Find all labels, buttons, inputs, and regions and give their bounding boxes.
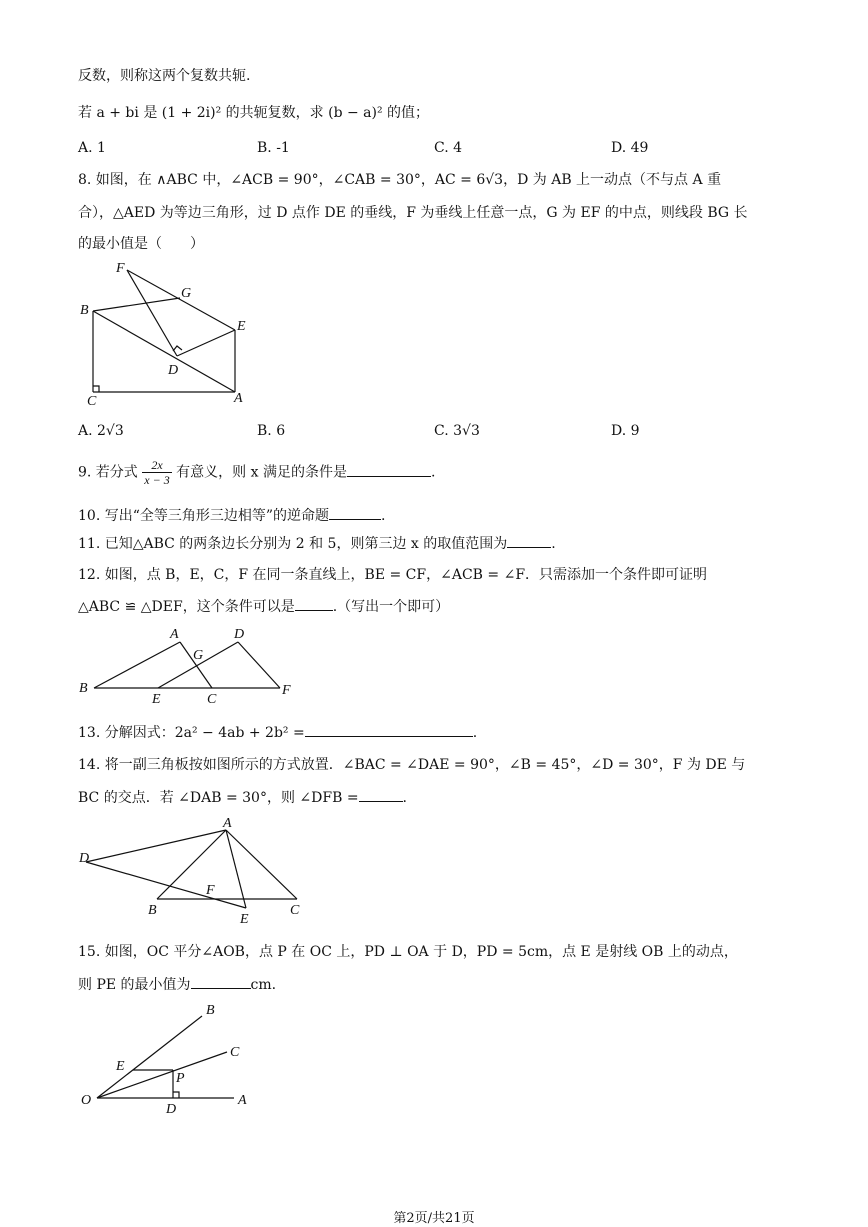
q12-label-f: F [282, 683, 291, 698]
q7-option-d: D. 49 [611, 140, 649, 156]
q8-right-angle-c [93, 386, 99, 392]
q15-text: 则 PE 的最小值为 [78, 977, 191, 993]
q15-label-o: O [81, 1093, 92, 1108]
q7-continuation: 反数，则称这两个复数共轭. [78, 68, 251, 84]
q8-label-e: E [237, 319, 246, 334]
q12-label-a: A [170, 627, 179, 642]
q12-text: △ABC ≌ △DEF，这个条件可以是 [78, 599, 295, 615]
q12-segment-ba [94, 642, 180, 688]
q9-line [78, 458, 435, 487]
q15-line2 [78, 974, 276, 995]
q7-option-b: B. -1 [257, 140, 290, 156]
q8-label-a: A [234, 391, 243, 406]
q14-answer-blank [359, 787, 403, 802]
q12-label-c: C [207, 692, 217, 707]
q11-line [78, 533, 556, 554]
q14-label-b: B [148, 903, 157, 918]
q10-text: 10. 写出“全等三角形三边相等”的逆命题 [78, 508, 330, 524]
q15-label-d: D [166, 1102, 177, 1117]
q14-label-e: E [240, 912, 249, 927]
q12-label-d: D [234, 627, 245, 642]
q12-end: .（写出一个即可） [332, 599, 450, 615]
q11-answer-blank [507, 533, 551, 548]
q7-option-c: C. 4 [434, 140, 463, 156]
q10-answer-blank [329, 505, 381, 520]
q12-line1: 12. 如图，点 B，E，C，F 在同一条直线上，BE = CF，∠ACB = ∠F．只需添加一个条件即可证明 [78, 567, 708, 583]
q13-line [78, 722, 477, 743]
q8-segment-ba [93, 311, 235, 392]
q8-option-b: B. 6 [257, 423, 286, 439]
q9-denominator: x − 3 [144, 473, 170, 487]
q15-ray-ob [97, 1016, 202, 1098]
q14-label-c: C [290, 903, 300, 918]
q14-label-f: F [206, 883, 215, 898]
q10-end: . [381, 508, 386, 524]
q13-end: . [472, 725, 478, 741]
q8-label-f: F [116, 261, 125, 276]
q9-prefix: 9. 若分式 [78, 464, 138, 481]
q8-segment-bg [93, 298, 180, 311]
q8-segment-fd [127, 270, 177, 356]
q8-label-d: D [168, 363, 179, 378]
q14-segment-ac [226, 830, 297, 899]
q15-label-c: C [230, 1045, 240, 1060]
q14-text: BC 的交点．若 ∠DAB = 30°，则 ∠DFB = [78, 790, 359, 806]
q15-label-a: A [238, 1093, 247, 1108]
q12-answer-blank [295, 596, 333, 611]
q14-line1: 14. 将一副三角板按如图所示的方式放置．∠BAC = ∠DAE = 90°，∠B = 45°，∠D = 30°，F 为 DE 与 [78, 757, 746, 773]
q8-right-angle-d [173, 346, 182, 351]
q14-segment-da [86, 830, 226, 862]
q15-label-b: B [206, 1003, 215, 1018]
q9-suffix: 有意义，则 x 满足的条件是 [176, 464, 347, 481]
q9-numerator: 2x [142, 458, 171, 473]
q14-line2 [78, 787, 407, 808]
q15-answer-blank [191, 974, 251, 989]
q8-option-a: A. 2√3 [78, 423, 124, 439]
q15-label-e: E [116, 1059, 125, 1074]
q14-segment-ba [157, 830, 226, 899]
q11-text: 11. 已知△ABC 的两条边长分别为 2 和 5，则第三边 x 的取值范围为 [78, 536, 508, 552]
q12-label-b: B [79, 681, 88, 696]
q8-label-b: B [80, 303, 89, 318]
q9-fraction [142, 458, 171, 487]
q14-label-d: D [79, 851, 90, 866]
q12-line2 [78, 596, 449, 617]
q7-option-a: A. 1 [78, 140, 106, 156]
q14-label-a: A [223, 816, 232, 831]
page-footer: 第2页/共21页 [393, 1211, 475, 1226]
q8-line2: 合），△AED 为等边三角形，过 D 点作 DE 的垂线，F 为垂线上任意一点，G 为 EF 的中点，则线段 BG 长 [78, 205, 748, 221]
q8-line1: 8. 如图，在 ∧ABC 中，∠ACB = 90°，∠CAB = 30°，AC = 6√3，D 为 AB 上一动点（不与点 A 重 [78, 172, 722, 188]
q8-segment-de [177, 330, 235, 356]
q14-segment-de [86, 862, 246, 908]
q9-end: . [430, 464, 436, 481]
q9-answer-blank [347, 462, 431, 477]
q15-unit: cm. [250, 977, 277, 993]
q14-segment-ae [226, 830, 246, 908]
q15-right-angle-d [173, 1092, 179, 1098]
q13-text: 13. 分解因式：2a² − 4ab + 2b² = [78, 725, 305, 741]
q7-stem: 若 a + bi 是 (1 + 2i)² 的共轭复数，求 (b − a)² 的值； [78, 105, 430, 121]
q11-end: . [551, 536, 556, 552]
q14-end: . [402, 790, 407, 806]
q15-label-p: P [176, 1071, 185, 1086]
q10-line [78, 505, 385, 526]
q8-option-c: C. 3√3 [434, 423, 480, 439]
q13-answer-blank [305, 722, 473, 737]
q15-line1: 15. 如图，OC 平分∠AOB，点 P 在 OC 上，PD ⊥ OA 于 D，PD = 5cm，点 E 是射线 OB 上的动点， [78, 944, 738, 960]
q12-label-g: G [193, 648, 204, 663]
q8-option-d: D. 9 [611, 423, 640, 439]
q12-segment-df [238, 642, 280, 688]
q8-line3: 的最小值是（ ） [78, 236, 204, 252]
q12-label-e: E [152, 692, 161, 707]
q8-label-c: C [87, 394, 97, 409]
q8-label-g: G [181, 286, 192, 301]
